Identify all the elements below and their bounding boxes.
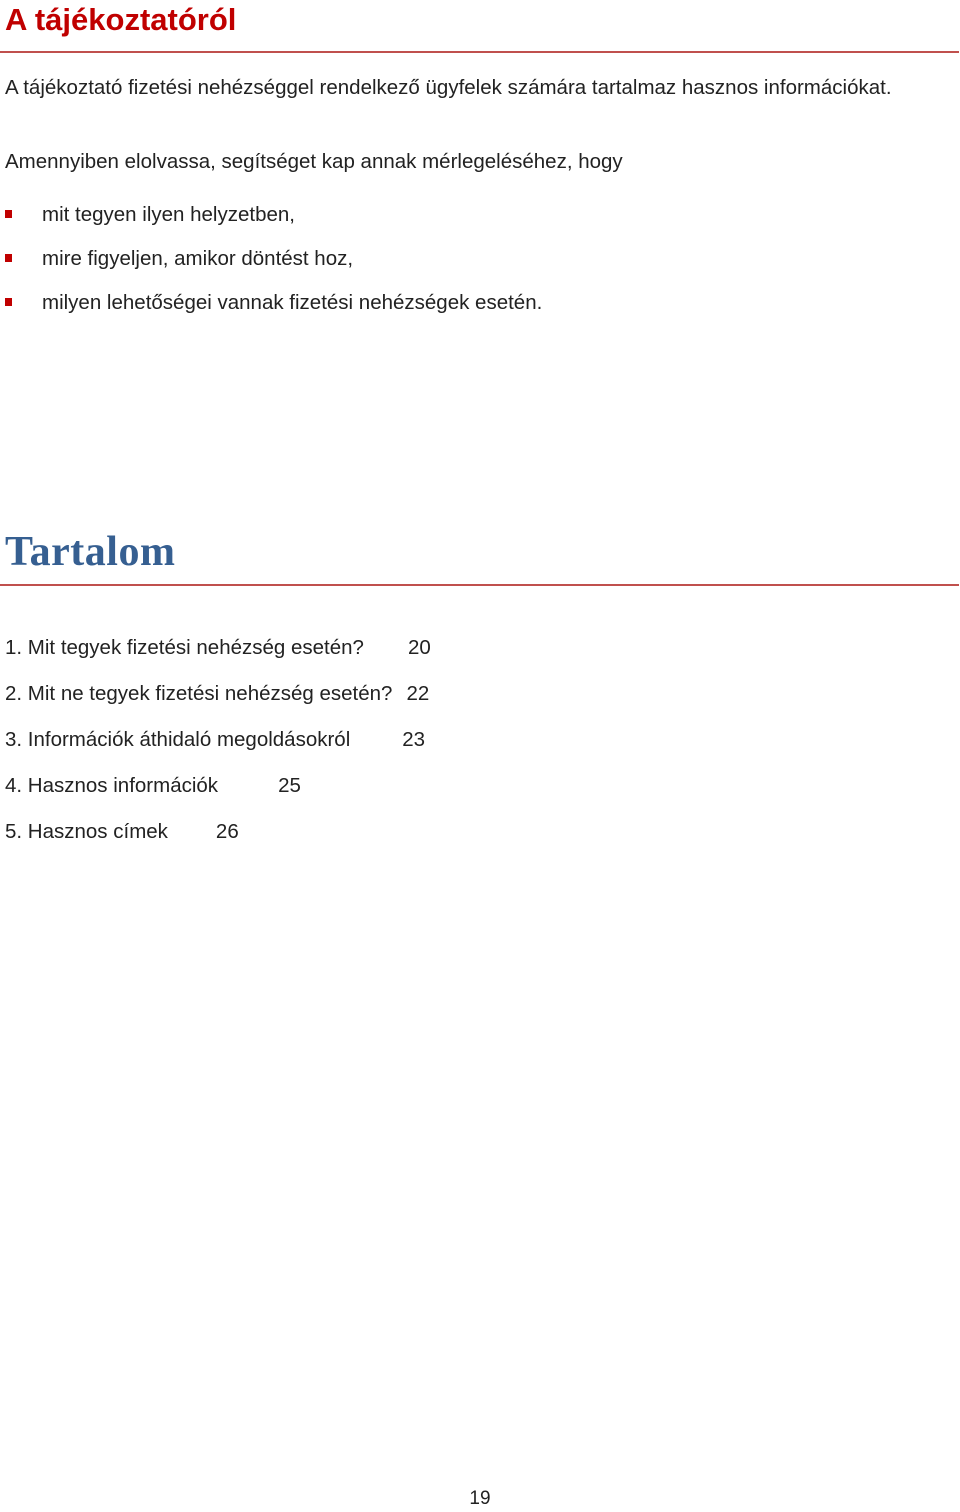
toc-entry[interactable] xyxy=(5,678,431,724)
toc-title-underline xyxy=(0,584,959,586)
lead-paragraph: Amennyiben elolvassa, segítséget kap annak mérlegeléséhez, hogy xyxy=(5,150,623,173)
square-bullet-icon xyxy=(5,298,12,306)
toc-entry[interactable] xyxy=(5,816,431,862)
table-of-contents xyxy=(5,632,431,862)
intro-paragraph: A tájékoztató fizetési nehézséggel rendelkező ügyfelek számára tartalmaz hasznos információkat. xyxy=(5,76,892,99)
toc-entry-label[interactable]: 5. Hasznos címek xyxy=(5,820,168,843)
toc-entry[interactable] xyxy=(5,632,431,678)
table-of-contents-title: Tartalom xyxy=(5,529,176,575)
toc-entry-page[interactable]: 25 xyxy=(278,774,301,797)
bullet-text: mire figyeljen, amikor döntést hoz, xyxy=(42,247,354,270)
toc-entry-label[interactable]: 2. Mit ne tegyek fizetési nehézség esetén? xyxy=(5,682,393,705)
square-bullet-icon xyxy=(5,210,12,218)
toc-entry[interactable] xyxy=(5,770,431,816)
toc-entry[interactable] xyxy=(5,724,431,770)
toc-entry-page[interactable]: 26 xyxy=(215,820,239,843)
title-underline xyxy=(0,51,959,53)
toc-entry-label[interactable]: 4. Hasznos információk xyxy=(5,774,219,797)
toc-entry-page[interactable]: 22 xyxy=(406,682,430,705)
bullet-text: mit tegyen ilyen helyzetben, xyxy=(42,203,295,226)
about-section-title: A tájékoztatóról xyxy=(5,2,237,37)
bullet-text: milyen lehetőségei vannak fizetési nehézségek esetén. xyxy=(42,291,543,314)
toc-entry-page[interactable]: 23 xyxy=(402,728,426,751)
page-number: 19 xyxy=(469,1488,491,1509)
toc-entry-label[interactable]: 1. Mit tegyek fizetési nehézség esetén? xyxy=(5,636,364,659)
toc-entry-page[interactable]: 20 xyxy=(407,636,431,659)
toc-entry-label[interactable]: 3. Információk áthidaló megoldásokról xyxy=(5,728,351,751)
square-bullet-icon xyxy=(5,254,12,262)
